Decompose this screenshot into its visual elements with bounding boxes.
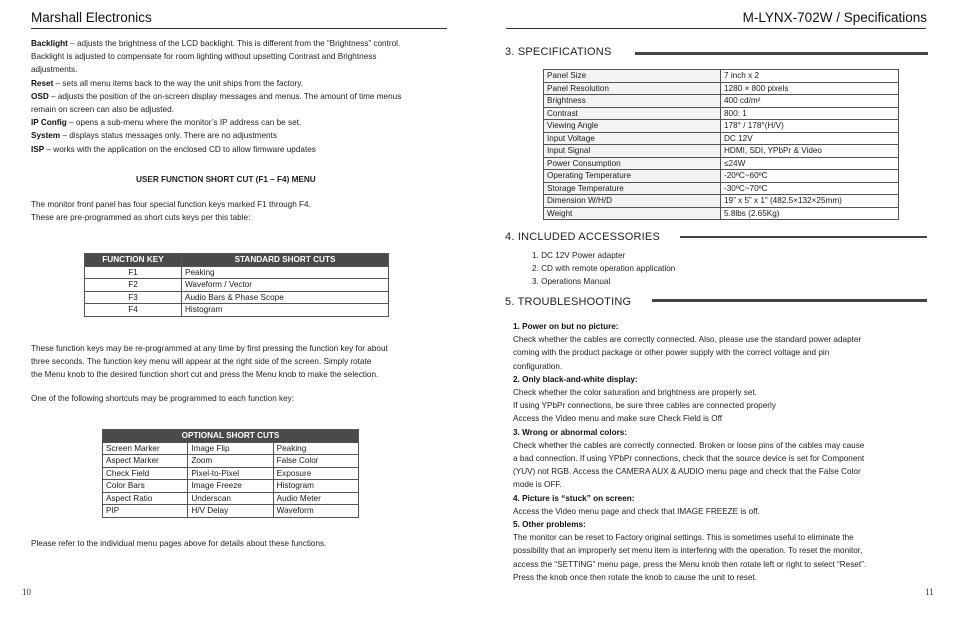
spec-value: 7 inch x 2 xyxy=(721,70,899,83)
osd-item-term: System xyxy=(31,131,61,141)
spec-row xyxy=(544,182,899,195)
optional-shortcut-row xyxy=(103,480,359,493)
spec-row xyxy=(544,132,899,145)
specifications-title: 3. SPECIFICATIONS xyxy=(505,46,612,58)
spec-label: Panel Size xyxy=(544,70,721,83)
spec-value: 178° / 178°(H/V) xyxy=(721,120,899,133)
osd-item-line xyxy=(31,37,461,50)
spec-label: Dimension W/H/D xyxy=(544,195,721,208)
left-page-number: 10 xyxy=(22,587,31,597)
optional-shortcut-row xyxy=(103,505,359,518)
troubleshooting-line: Access the Video menu and make sure Check Field is Off xyxy=(513,414,723,424)
optional-shortcut-cell: Audio Meter xyxy=(273,492,358,505)
spec-label: Input Voltage xyxy=(544,132,721,145)
intro-line: The monitor front panel has four special function keys marked F1 through F4. xyxy=(31,200,311,209)
standard-shortcuts-header: STANDARD SHORT CUTS xyxy=(182,254,389,267)
optional-shortcut-cell: False Color xyxy=(273,455,358,468)
osd-items-list xyxy=(31,37,461,156)
accessories-title-bar xyxy=(680,236,927,238)
reprogram-line: These function keys may be re-programmed at any time by first pressing the function key for about xyxy=(31,344,388,353)
optional-shortcut-cell: Aspect Marker xyxy=(103,455,188,468)
troubleshooting-line: Check whether the cables are correctly connected. Broken or loose pins of the cables may cause xyxy=(513,440,865,450)
optional-shortcut-cell: Underscan xyxy=(188,492,273,505)
function-key-row xyxy=(85,304,389,317)
osd-item-term: OSD xyxy=(31,91,49,101)
standard-shortcut-cell: Audio Bars & Phase Scope xyxy=(182,291,389,304)
troubleshooting-line: a bad connection. If using YPbPr connections, check that the source device is set for Component xyxy=(513,454,865,464)
standard-shortcut-cell: Histogram xyxy=(182,304,389,317)
function-key-row xyxy=(85,291,389,304)
osd-item-term: ISP xyxy=(31,144,45,154)
optional-shortcut-row xyxy=(103,455,359,468)
function-key-cell: F1 xyxy=(85,266,182,279)
function-key-row xyxy=(85,266,389,279)
osd-item-line xyxy=(31,143,461,156)
spec-value: 1280 × 800 pixels xyxy=(721,82,899,95)
troubleshooting-line: possibility that an improperly set menu item is interfering with the operation. To reset the monitor, xyxy=(513,546,863,556)
optional-shortcut-cell: Peaking xyxy=(273,442,358,455)
troubleshooting-heading: 2. Only black-and-white display: xyxy=(513,374,638,384)
troubleshooting-line: Access the Video menu page and check that IMAGE FREEZE is off. xyxy=(513,506,760,516)
accessory-item: 3. Operations Manual xyxy=(532,277,611,286)
function-key-row xyxy=(85,279,389,292)
osd-item-text: – displays status messages only. There are no adjustments xyxy=(60,131,277,141)
optional-shortcuts-header: OPTIONAL SHORT CUTS xyxy=(103,430,359,443)
optional-shortcuts-table xyxy=(102,429,359,518)
optional-shortcut-cell: Histogram xyxy=(273,480,358,493)
spec-value: DC 12V xyxy=(721,132,899,145)
optional-shortcut-cell: Screen Marker xyxy=(103,442,188,455)
osd-item-line xyxy=(31,103,461,116)
optional-shortcut-cell: Aspect Ratio xyxy=(103,492,188,505)
optional-shortcut-row xyxy=(103,442,359,455)
spec-row xyxy=(544,120,899,133)
spec-label: Panel Resolution xyxy=(544,82,721,95)
spec-label: Power Consumption xyxy=(544,157,721,170)
spec-row xyxy=(544,70,899,83)
reprogram-line: three seconds. The function key menu will appear at the right side of the screen. Simply rotate xyxy=(31,357,372,367)
optional-shortcut-cell: Waveform xyxy=(273,505,358,518)
intro-line: These are pre-programmed as short cuts keys per this table: xyxy=(31,213,251,223)
osd-item-text: – opens a sub-menu where the monitor’s IP address can be set. xyxy=(66,118,302,128)
spec-label: Storage Temperature xyxy=(544,182,721,195)
optional-shortcut-cell: Color Bars xyxy=(103,480,188,493)
osd-item-term: Reset xyxy=(31,78,54,88)
optional-shortcut-cell: Pixel-to-Pixel xyxy=(188,467,273,480)
troubleshooting-line: Check whether the color saturation and brightness are properly set. xyxy=(513,388,757,398)
spec-label: Input Signal xyxy=(544,145,721,158)
spec-value: -20ºC~60ºC xyxy=(721,170,899,183)
function-key-cell: F2 xyxy=(85,279,182,292)
spec-row xyxy=(544,170,899,183)
spec-row xyxy=(544,157,899,170)
osd-item-text: – works with the application on the enclosed CD to allow firmware updates xyxy=(44,144,316,154)
spec-row xyxy=(544,95,899,108)
optional-shortcut-cell: PIP xyxy=(103,505,188,518)
optional-shortcut-row xyxy=(103,467,359,480)
osd-item-line xyxy=(31,116,461,129)
right-page xyxy=(477,0,954,618)
accessories-title: 4. INCLUDED ACCESSORIES xyxy=(505,231,660,243)
spec-label: Weight xyxy=(544,207,721,220)
spec-row xyxy=(544,82,899,95)
spec-value: 400 cd/m² xyxy=(721,95,899,108)
troubleshooting-heading: 1. Power on but no picture: xyxy=(513,322,619,331)
troubleshooting-line: Check whether the cables are correctly connected. Also, please use the standard power adapter xyxy=(513,335,862,345)
accessories-list xyxy=(532,249,675,288)
function-key-cell: F4 xyxy=(85,304,182,317)
optional-shortcut-cell: H/V Delay xyxy=(188,505,273,518)
troubleshooting-heading: 3. Wrong or abnormal colors: xyxy=(513,427,628,437)
osd-item-line xyxy=(31,90,461,103)
function-key-header: FUNCTION KEY xyxy=(85,254,182,267)
spec-row xyxy=(544,107,899,120)
specifications-table xyxy=(543,69,899,220)
osd-item-text: – adjusts the position of the on-screen display messages and menus. The amount of time menus xyxy=(48,91,402,101)
osd-item-line xyxy=(31,77,461,90)
accessory-item: 2. CD with remote operation application xyxy=(532,264,676,273)
optional-shortcut-cell: Image Freeze xyxy=(188,480,273,493)
osd-item-text: Backlight is adjusted to compensate for room lighting without upsetting Contrast and Brightness xyxy=(31,52,377,62)
intro-paragraph xyxy=(31,198,311,224)
spec-label: Viewing Angle xyxy=(544,120,721,133)
troubleshooting-line: coming with the product package or other power supply with the correct voltage and pin xyxy=(513,348,830,358)
osd-item-text: adjustments. xyxy=(31,65,78,75)
right-page-number: 11 xyxy=(925,587,934,597)
osd-item-term: Backlight xyxy=(31,39,68,48)
shortcut-heading: USER FUNCTION SHORT CUT (F1 – F4) MENU xyxy=(136,175,316,184)
troubleshooting-heading: 4. Picture is “stuck” on screen: xyxy=(513,493,635,503)
optional-shortcut-row xyxy=(103,492,359,505)
shortcuts-intro: One of the following shortcuts may be programmed to each function key: xyxy=(31,394,295,403)
left-header-rule xyxy=(31,28,447,29)
spec-row xyxy=(544,195,899,208)
closing-note: Please refer to the individual menu pages above for details about these functions. xyxy=(31,539,327,548)
reprogram-line: the Menu knob to the desired function short cut and press the Menu knob to make the selection. xyxy=(31,370,379,380)
troubleshooting-heading: 5. Other problems: xyxy=(513,520,586,530)
osd-item-text: – sets all menu items back to the way the unit ships from the factory. xyxy=(53,78,303,88)
spec-value: 800: 1 xyxy=(721,107,899,120)
troubleshooting-line: The monitor can be reset to Factory original settings. This is sometimes useful to eliminate the xyxy=(513,533,854,543)
spec-value: ≤24W xyxy=(721,157,899,170)
spec-value: 19” x 5” x 1” (482.5×132×25mm) xyxy=(721,195,899,208)
osd-item-text: – adjusts the brightness of the LCD backlight. This is different from the “Brightness” control. xyxy=(67,39,401,48)
osd-item-line xyxy=(31,63,461,76)
optional-shortcut-cell: Check Field xyxy=(103,467,188,480)
spec-value: HDMI, SDI, YPbPr & Video xyxy=(721,145,899,158)
function-key-cell: F3 xyxy=(85,291,182,304)
troubleshooting-block xyxy=(513,320,943,584)
spec-label: Operating Temperature xyxy=(544,170,721,183)
standard-shortcut-cell: Waveform / Vector xyxy=(182,279,389,292)
osd-item-line xyxy=(31,50,461,63)
spec-label: Brightness xyxy=(544,95,721,108)
osd-item-text: remain on screen can also be adjusted. xyxy=(31,105,174,115)
accessory-item: 1. DC 12V Power adapter xyxy=(532,251,626,260)
troubleshooting-title: 5. TROUBLESHOOTING xyxy=(505,296,632,308)
osd-item-term: IP Config xyxy=(31,118,67,128)
spec-row xyxy=(544,207,899,220)
specifications-title-bar xyxy=(635,52,928,55)
troubleshooting-line: mode is OFF. xyxy=(513,480,562,490)
spec-row xyxy=(544,145,899,158)
spec-label: Contrast xyxy=(544,107,721,120)
troubleshooting-title-bar xyxy=(652,299,927,302)
spec-value: -30ºC~70ºC xyxy=(721,182,899,195)
spec-value: 5.8lbs (2.65Kg) xyxy=(721,207,899,220)
optional-shortcut-cell: Image Flip xyxy=(188,442,273,455)
troubleshooting-line: access the “SETTING” menu page, press the Menu knob then rotate left or right to select “Reset”. xyxy=(513,559,867,569)
optional-shortcut-cell: Zoom xyxy=(188,455,273,468)
reprogram-paragraph xyxy=(31,342,388,382)
function-key-table xyxy=(84,253,389,317)
troubleshooting-line: configuration. xyxy=(513,361,563,371)
troubleshooting-line: Press the knob once then rotate the knob to cause the unit to reset. xyxy=(513,572,757,582)
standard-shortcut-cell: Peaking xyxy=(182,266,389,279)
left-page-header: Marshall Electronics xyxy=(31,10,152,25)
right-header-rule xyxy=(506,28,926,29)
osd-item-line xyxy=(31,129,461,142)
optional-shortcut-cell: Exposure xyxy=(273,467,358,480)
right-page-header: M-LYNX-702W / Specifications xyxy=(742,10,927,25)
troubleshooting-line: (YUV) not RGB. Access the CAMERA AUX & AUDIO menu page and check that the False Color xyxy=(513,467,861,477)
troubleshooting-line: If using YPbPr connections, be sure three cables are connected properly xyxy=(513,401,776,411)
